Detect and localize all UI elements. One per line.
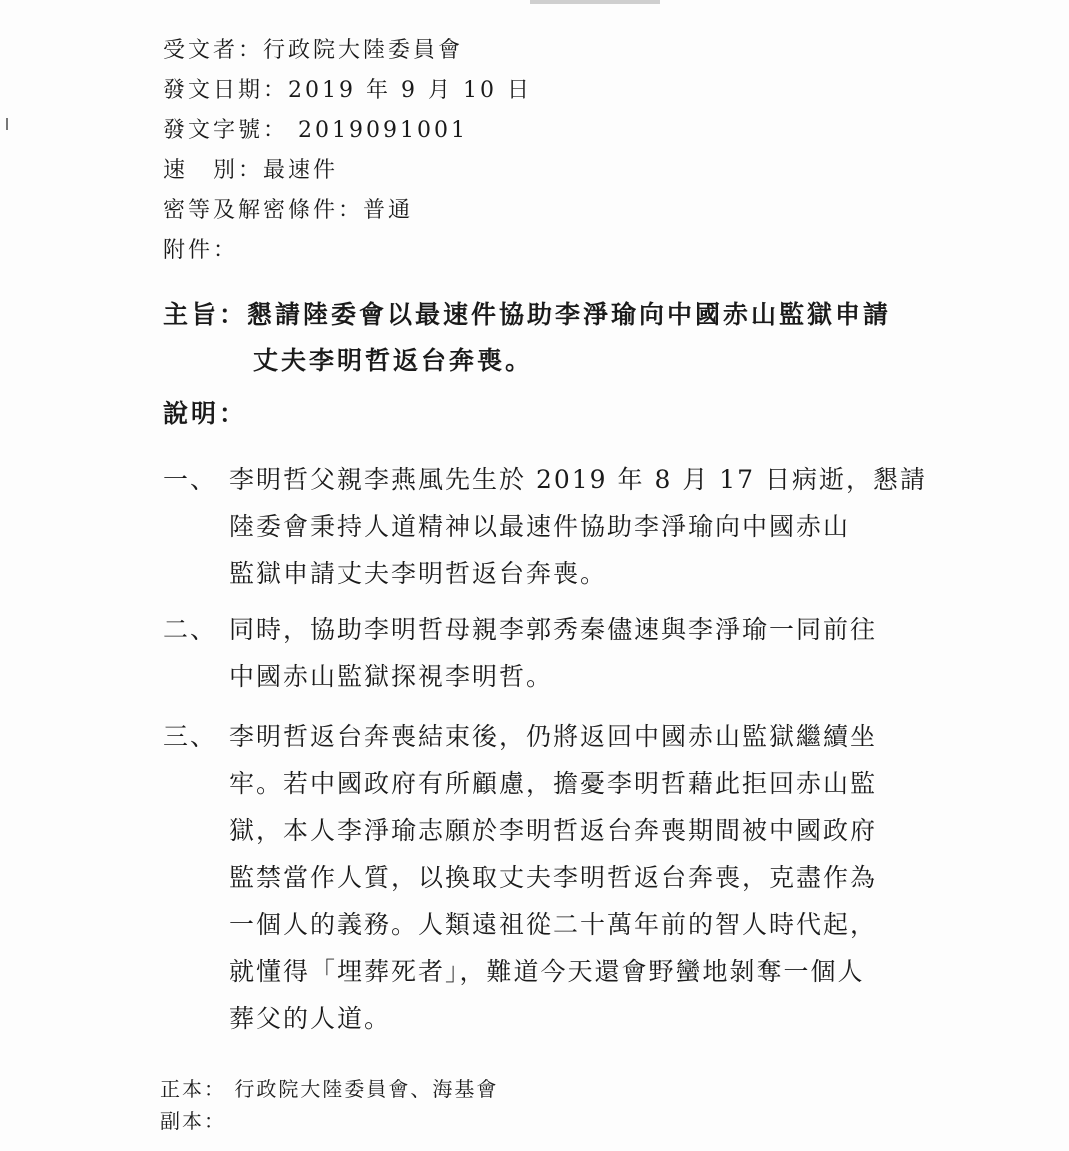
item-number: 一、 [163, 465, 218, 494]
item-line: 同時，協助李明哲母親李郭秀秦儘速與李淨瑜一同前往 [229, 615, 878, 644]
item-line: 葬父的人道。 [229, 1004, 392, 1033]
item-line: 李明哲返台奔喪結束後，仍將返回中國赤山監獄繼續坐 [229, 722, 878, 751]
item-line: 一個人的義務。人類遠祖從二十萬年前的智人時代起， [229, 910, 878, 939]
item-line: 監獄申請丈夫李明哲返台奔喪。 [229, 559, 608, 588]
scan-artifact [530, 0, 660, 4]
item-line: 牢。若中國政府有所顧慮，擔憂李明哲藉此拒回赤山監 [229, 769, 878, 798]
explanation-label: 說明： [163, 399, 248, 428]
item-number: 二、 [163, 615, 218, 644]
subject-label: 主旨： [163, 300, 248, 329]
classification-line: 密等及解密條件：普通 [163, 198, 414, 223]
item-line: 陸委會秉持人道精神以最速件協助李淨瑜向中國赤山 [229, 512, 851, 541]
item-line: 就懂得「埋葬死者」，難道今天還會野蠻地剝奪一個人 [229, 957, 865, 986]
item-line: 中國赤山監獄探視李明哲。 [229, 662, 554, 691]
copy-recipient-line: 副本： [160, 1109, 226, 1133]
recipient-line: 受文者：行政院大陸委員會 [163, 38, 464, 63]
item-line: 李明哲父親李燕風先生於 2019 年 8 月 17 日病逝，懇請 [229, 465, 928, 494]
scan-artifact [6, 118, 8, 130]
subject-line: 懇請陸委會以最速件協助李淨瑜向中國赤山監獄申請 [247, 300, 892, 329]
item-number: 三、 [163, 722, 218, 751]
item-line: 監禁當作人質，以換取丈夫李明哲返台奔喪，克盡作為 [229, 863, 878, 892]
doc-number-line: 發文字號： 2019091001 [163, 118, 468, 143]
subject-line: 丈夫李明哲返台奔喪。 [253, 346, 534, 375]
item-line: 獄，本人李淨瑜志願於李明哲返台奔喪期間被中國政府 [229, 816, 878, 845]
date-line: 發文日期：2019 年 9 月 10 日 [163, 78, 532, 103]
original-recipient-line: 正本： 行政院大陸委員會、海基會 [160, 1077, 499, 1101]
subject-section [163, 292, 891, 384]
attachment-line: 附件： [163, 238, 239, 263]
speed-line: 速 別：最速件 [163, 158, 339, 183]
